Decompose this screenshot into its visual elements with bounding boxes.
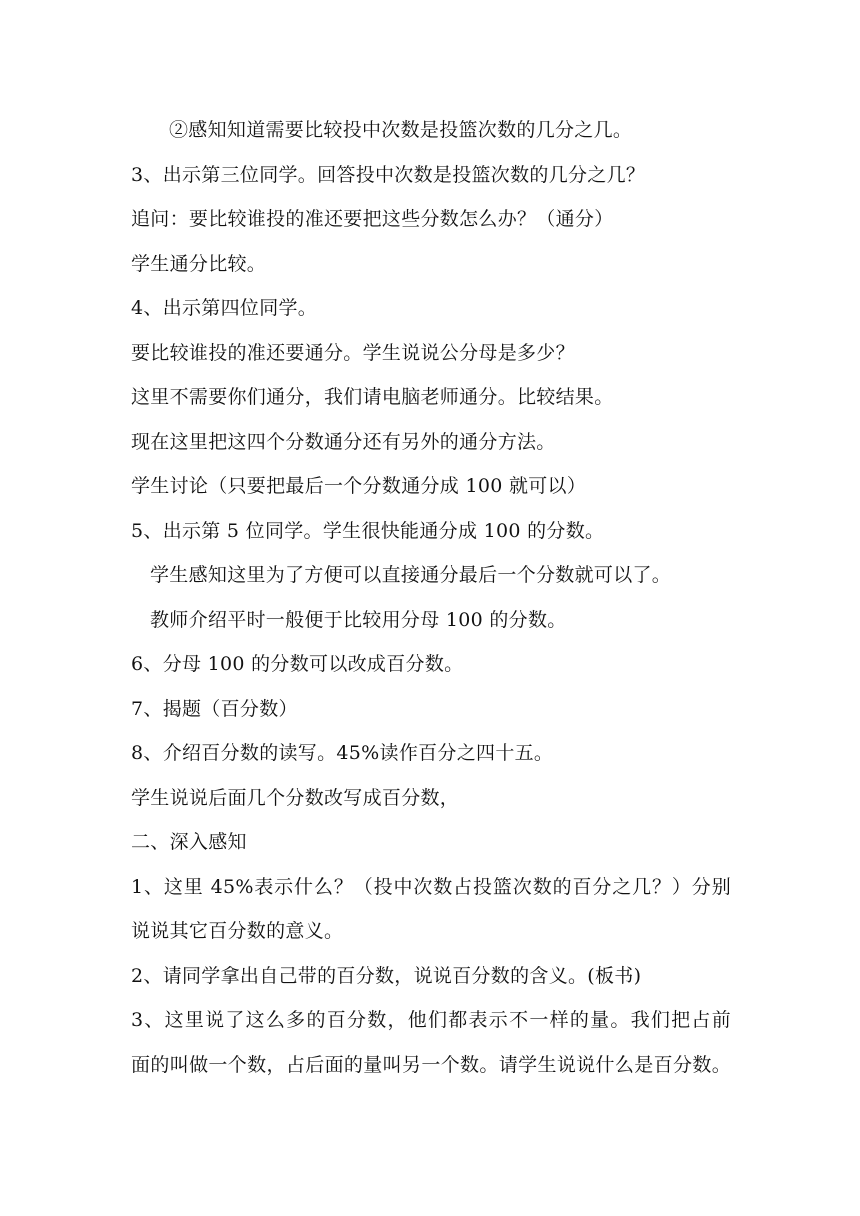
paragraph-line: 1、这里 45%表示什么？（投中次数占投篮次数的百分之几？）分别 <box>131 875 731 898</box>
paragraph-line: 面的叫做一个数，占后面的量叫另一个数。请学生说说什么是百分数。 <box>131 1053 731 1076</box>
paragraph-line: 2、请同学拿出自己带的百分数，说说百分数的含义。(板书) <box>131 964 642 987</box>
paragraph-line: 学生感知这里为了方便可以直接通分最后一个分数就可以了。 <box>150 564 672 586</box>
paragraph-line: 学生通分比较。 <box>131 252 267 275</box>
paragraph-line: 8、介绍百分数的读写。45%读作百分之四十五。 <box>131 742 554 764</box>
paragraph-line: 现在这里把这四个分数通分还有另外的通分方法。 <box>131 430 556 453</box>
paragraph-line: 要比较谁投的准还要通分。学生说说公分母是多少？ <box>131 341 575 364</box>
paragraph-line: 说说其它百分数的意义。 <box>131 920 344 942</box>
paragraph-line: 3、出示第三位同学。回答投中次数是投篮次数的几分之几？ <box>131 163 646 186</box>
paragraph-line: 5、出示第 5 位同学。学生很快能通分成 100 的分数。 <box>131 519 605 542</box>
section-heading: 二、深入感知 <box>131 831 247 853</box>
paragraph-line: 4、出示第四位同学。 <box>131 297 318 319</box>
paragraph-line: 这里不需要你们通分，我们请电脑老师通分。比较结果。 <box>131 386 614 408</box>
document-body <box>131 108 731 1087</box>
paragraph-line: 追问：要比较谁投的准还要把这些分数怎么办？（通分） <box>131 208 614 230</box>
paragraph-line: 学生讨论（只要把最后一个分数通分成 100 就可以） <box>131 475 587 497</box>
paragraph-line: 3、这里说了这么多的百分数，他们都表示不一样的量。我们把占前 <box>131 1009 731 1031</box>
paragraph-line: 教师介绍平时一般便于比较用分母 100 的分数。 <box>150 608 567 631</box>
paragraph-line: ②感知知道需要比较投中次数是投篮次数的几分之几。 <box>169 119 633 141</box>
paragraph-line: 7、揭题（百分数） <box>131 697 298 720</box>
paragraph-line: 学生说说后面几个分数改写成百分数， <box>131 786 460 809</box>
paragraph-line: 6、分母 100 的分数可以改成百分数。 <box>131 653 464 675</box>
